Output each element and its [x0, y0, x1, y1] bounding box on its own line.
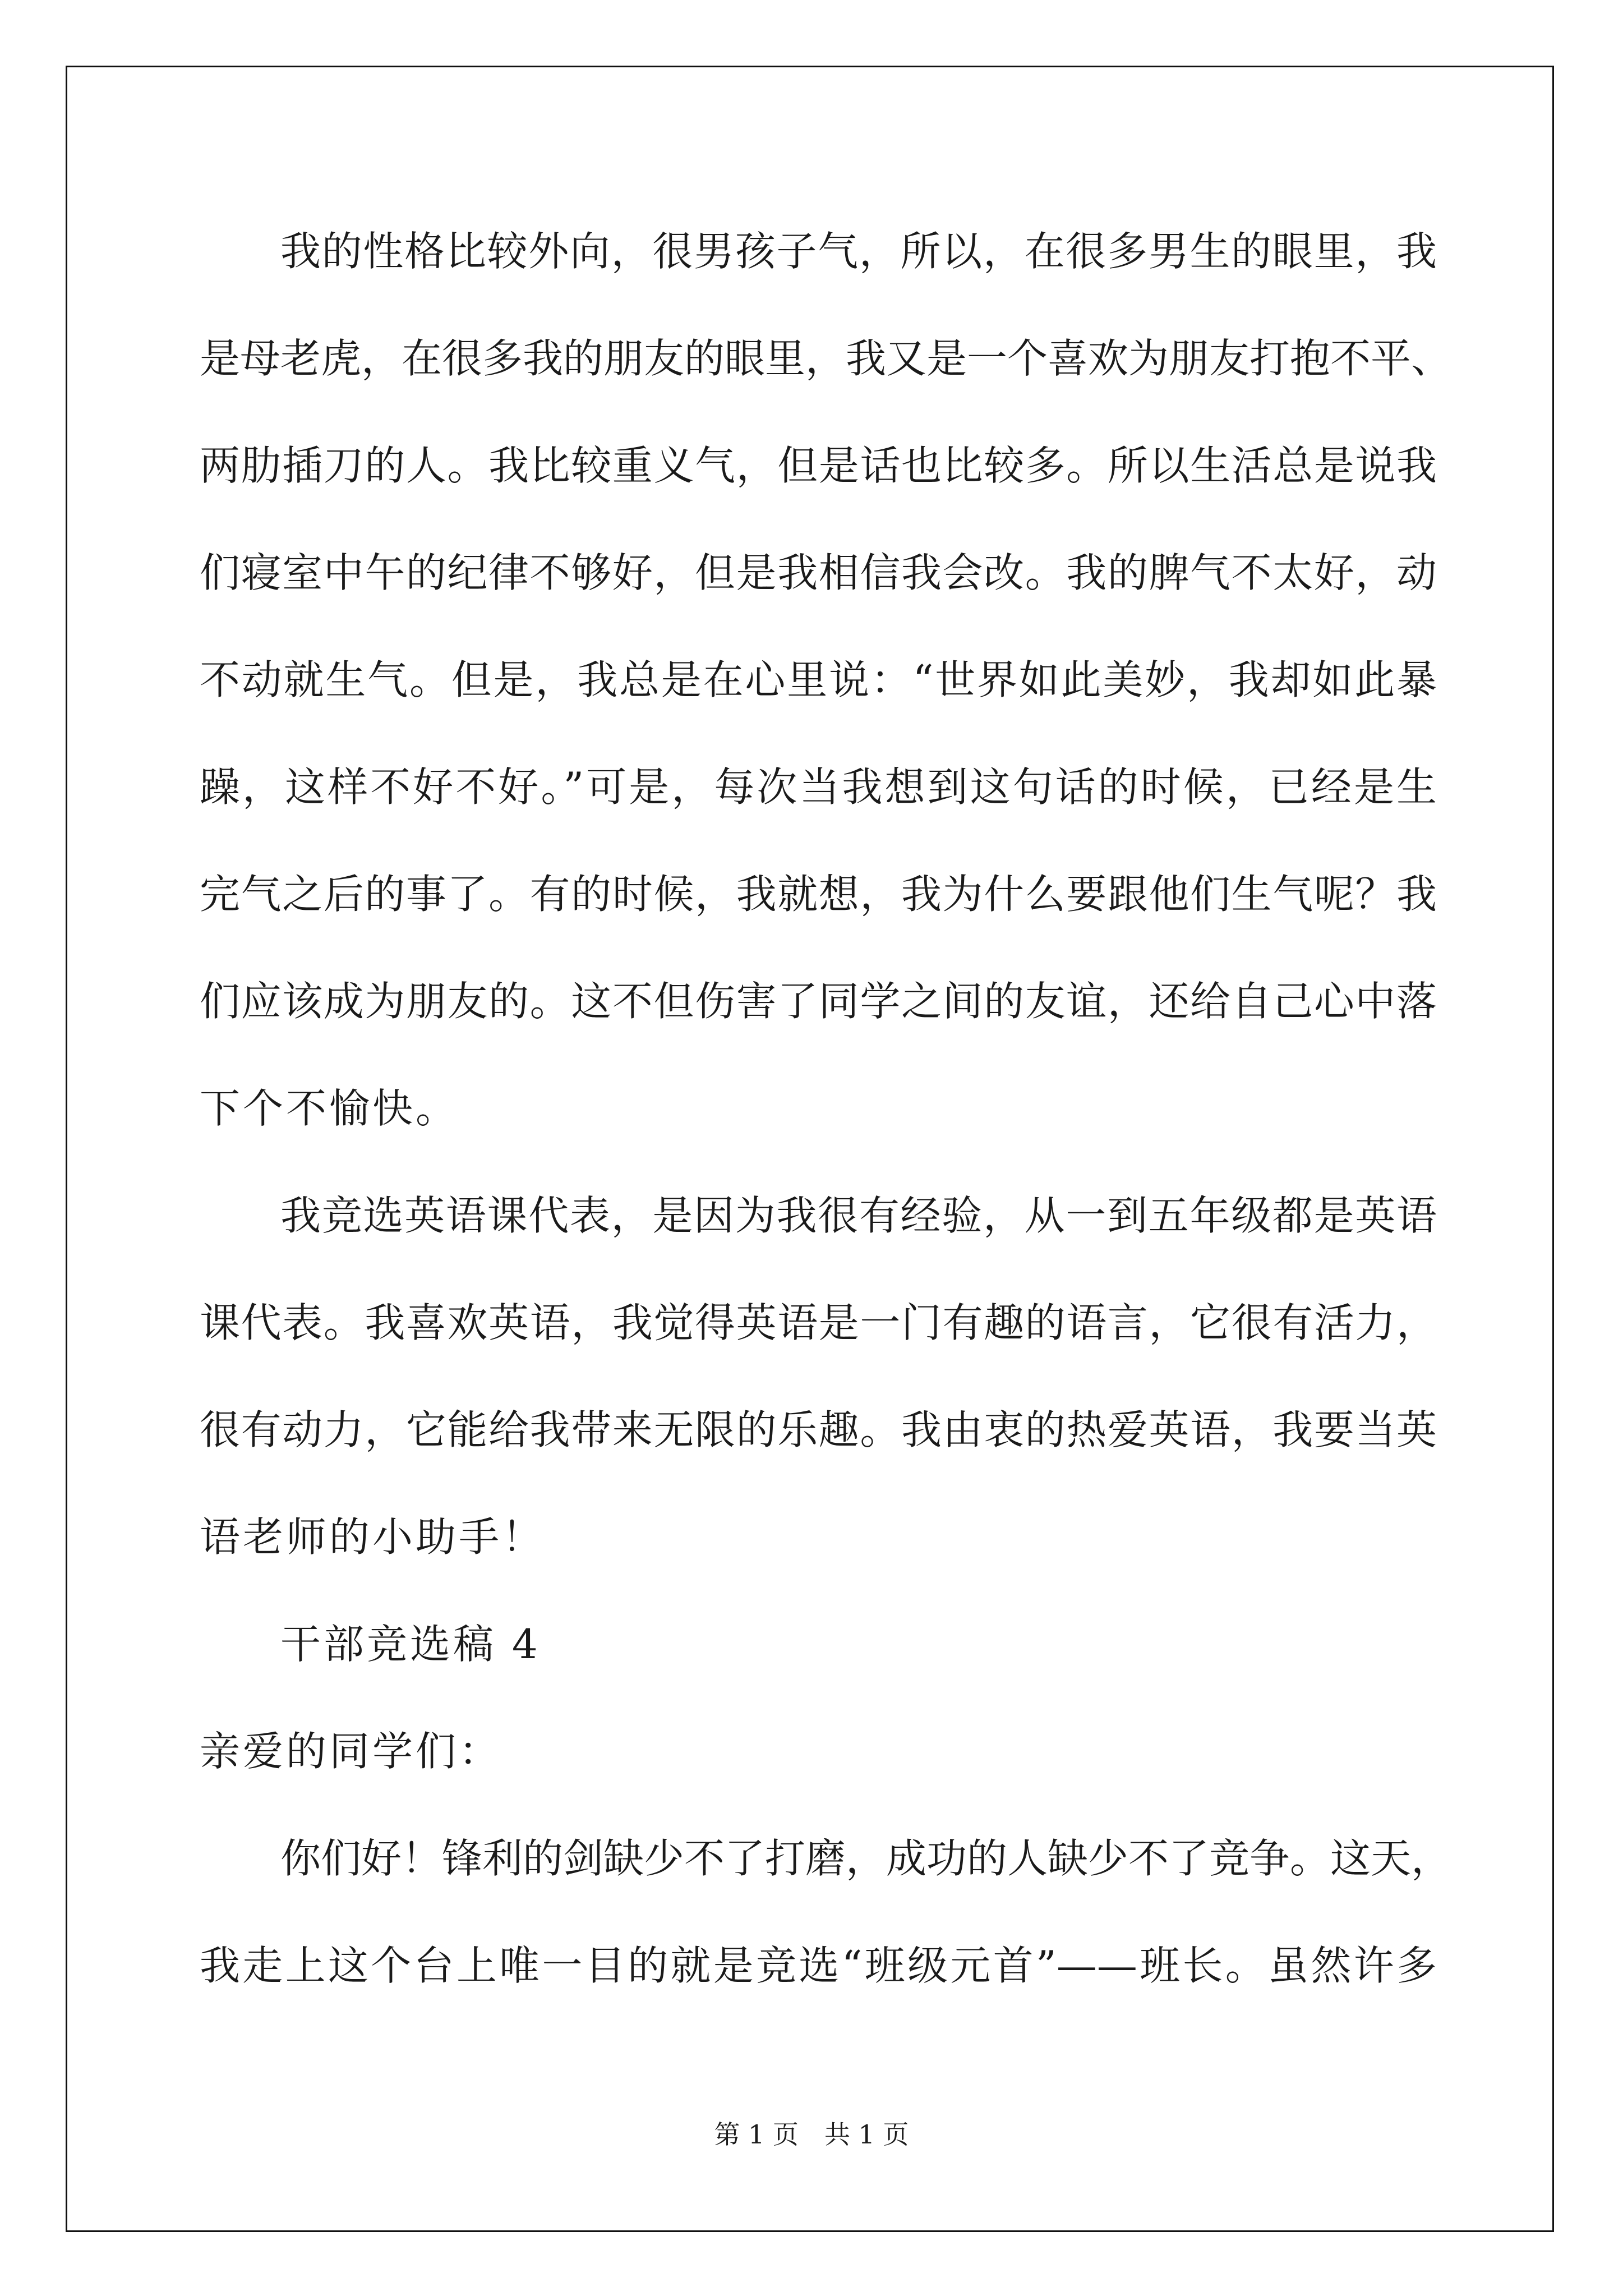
text-line: 下个不愉快。 [200, 1085, 459, 1132]
section-heading: 干部竞选稿 4 [280, 1621, 541, 1668]
page-number: 第 1 页 共 1 页 [714, 2119, 909, 2150]
text-line: 很有动力，它能给我带来无限的乐趣。我由衷的热爱英语，我要当英 [200, 1406, 1437, 1453]
text-line: 课代表。我喜欢英语，我觉得英语是一门有趣的语言，它很有活力， [200, 1299, 1437, 1346]
text-line: 躁，这样不好不好。”可是，每次当我想到这句话的时候，已经是生 [200, 763, 1437, 811]
text-line: 语老师的小助手！ [200, 1513, 546, 1561]
text-line: 们应该成为朋友的。这不但伤害了同学之间的友谊，还给自己心中落 [200, 978, 1437, 1025]
text-line: 不动就生气。但是，我总是在心里说：“世界如此美妙，我却如此暴 [200, 656, 1437, 703]
text-line: 我的性格比较外向，很男孩子气，所以，在很多男生的眼里，我 [280, 228, 1437, 275]
text-line: 完气之后的事了。有的时候，我就想，我为什么要跟他们生气呢？我 [200, 871, 1437, 918]
text-line: 是母老虎，在很多我的朋友的眼里，我又是一个喜欢为朋友打抱不平、 [200, 335, 1452, 382]
text-line: 我竞选英语课代表，是因为我很有经验，从一到五年级都是英语 [280, 1192, 1437, 1239]
text-line: 你们好！锋利的剑缺少不了打磨，成功的人缺少不了竞争。这天， [280, 1835, 1452, 1882]
text-line: 我走上这个台上唯一目的就是竞选“班级元首”——班长。虽然许多 [200, 1942, 1437, 1989]
salutation: 亲爱的同学们： [200, 1728, 502, 1775]
text-line: 们寝室中午的纪律不够好，但是我相信我会改。我的脾气不太好，动 [200, 549, 1437, 596]
page-border [66, 66, 1554, 2232]
text-line: 两肋插刀的人。我比较重义气，但是话也比较多。所以生活总是说我 [200, 442, 1437, 489]
